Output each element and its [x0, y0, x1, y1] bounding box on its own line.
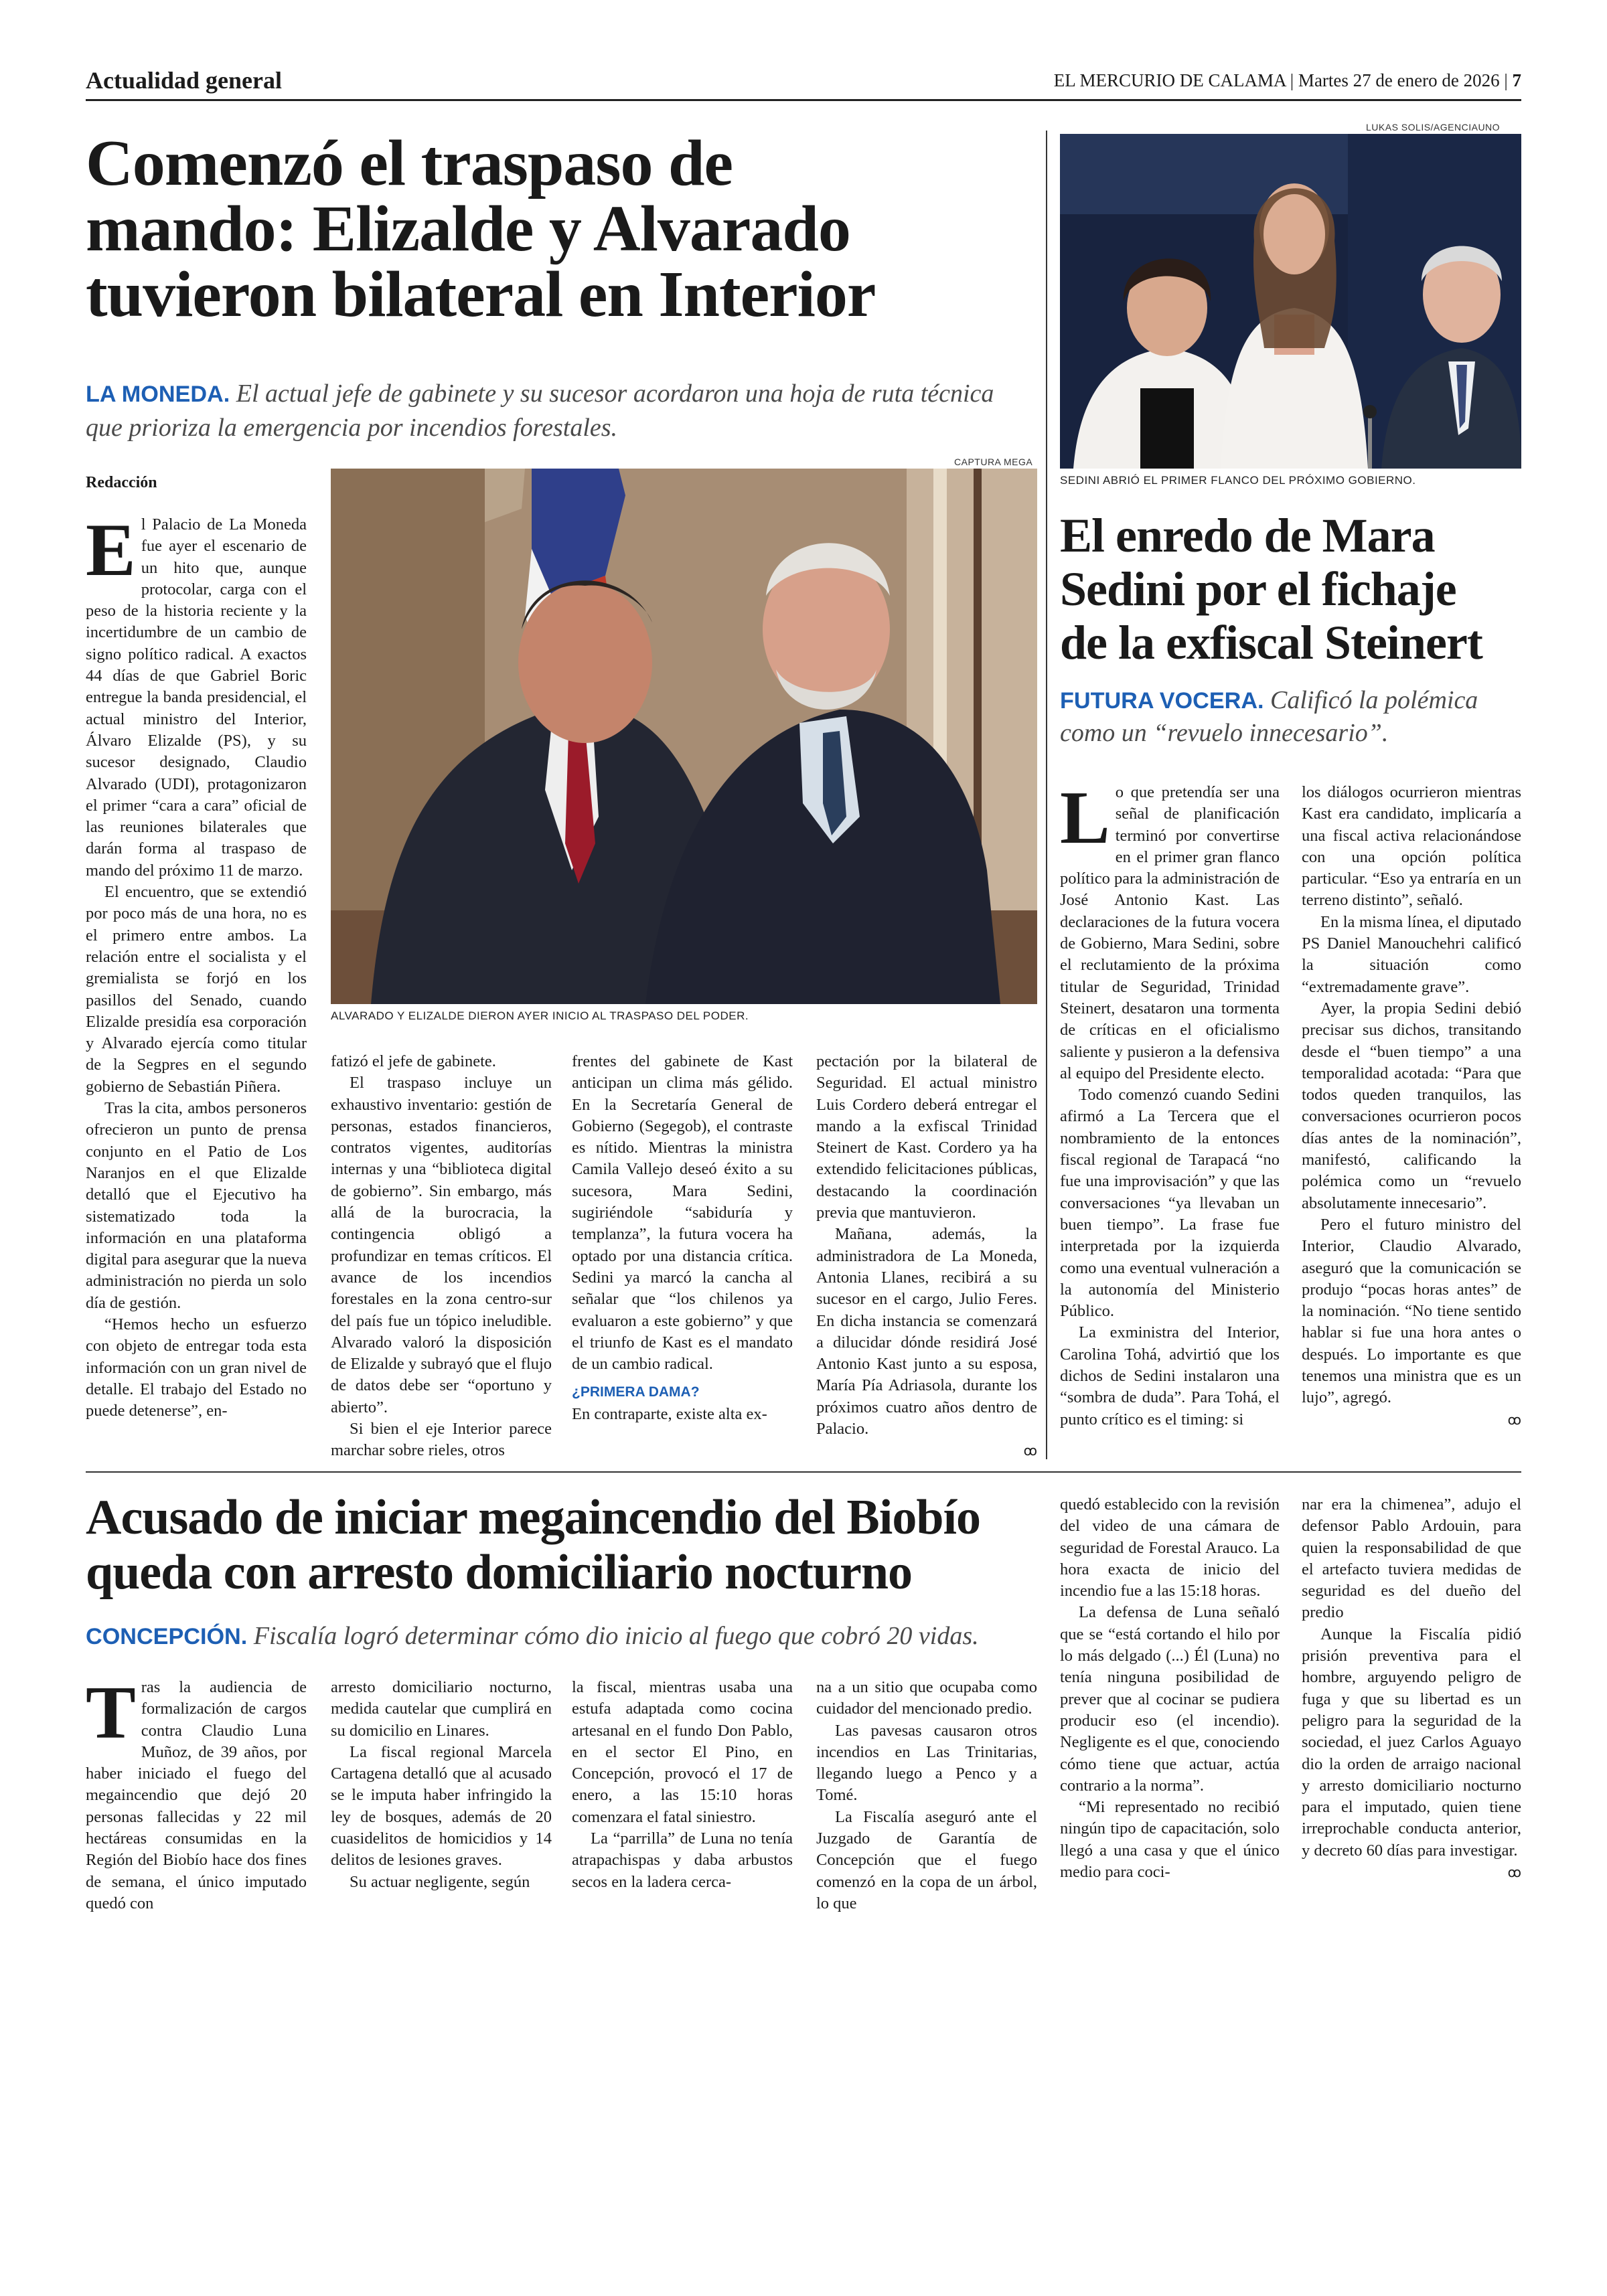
paragraph: Pero el futuro ministro del Interior, Claudio Alvarado, aseguró que la comunicación se produjo “pocas horas antes” de la nominación. “No tiene sentido hablar si fue una hora antes o después. Lo importante es que tenemos una ministra que es un lujo”, agregó.: [1302, 1215, 1521, 1407]
byline: Redacción: [86, 474, 157, 491]
paragraph: frentes del gabinete de Kast anticipan un clima más gélido. En la Secretaría General de Gobierno (Segegob), el contraste es nítido. Mientras la ministra Camila Vallejo deseó éxito a su sucesora, Mara Sedini, sugiriéndole “sabiduría y templanza”, la futura vocera ha optado por una distancia crítica. Sedini ya marcó la cancha al señalar que “los chilenos ya evaluaron a este gobierno” y que el triunfo de Kast es el mandato de un cambio radical.: [572, 1052, 793, 1374]
headline-line: El enredo de Mara: [1060, 509, 1435, 562]
paragraph: la fiscal, mientras usaba una estufa adaptada como cocina artesanal en el fundo Don Pablo, en el sector El Pino, en Concepción, provocó el 17 de enero, a las 15:10 horas comenzara el fatal siniestro.: [572, 1678, 793, 1826]
deck-kicker: LA MONEDA.: [86, 382, 230, 407]
paragraph: arresto domiciliario nocturno, medida cautelar que cumplirá en su domicilio en Linares.: [331, 1678, 552, 1740]
article3-headline: [86, 1490, 1043, 1600]
paragraph: En contraparte, existe alta ex-: [572, 1404, 767, 1423]
paragraph: El encuentro, que se extendió por poco más de una hora, no es el primero entre ambos. La relación entre el socialista y el gremialista se forjó en los pasillos del Senado, cuando Elizalde presidía esa corporación y Alvarado ejercía como titular de la Segpres en el segundo gobierno de Sebastián Piñera.: [86, 883, 307, 1096]
paragraph: La exministra del Interior, Carolina Tohá, advirtió que los dichos de Sedini instalaron una “sombra de duda”. Para Tohá, el punto crítico es el timing: si: [1060, 1323, 1280, 1428]
headline-line: de la exfiscal Steinert: [1060, 616, 1482, 669]
headline-line: queda con arresto domiciliario nocturno: [86, 1545, 913, 1600]
article1-headline: [86, 127, 876, 331]
paragraph: “Mi representado no recibió ningún tipo de capacitación, solo llegó a una casa y que el único medio para coci-: [1060, 1798, 1280, 1882]
paragraph: Las pavesas causaron otros incendios en Las Trinitarias, llegando luego a Penco y a Tomé.: [816, 1721, 1037, 1805]
paragraph: pectación por la bilateral de Seguridad. El actual ministro Luis Cordero deberá entregar el mando a la exfiscal Trinidad Steinert de Kast. Cordero ya ha extendido felicitaciones públicas, destacando la coordinación previa que mantuvieron.: [816, 1052, 1037, 1222]
paragraph: ras la audiencia de formalización de cargos contra Claudio Luna Muñoz, de 39 años, por haber iniciado el fuego del megaincendio que dejó 20 personas fallecidas y 22 mil hectáreas consumidas en la Región del Biobío hace dos fines de semana, el único imputado quedó con: [86, 1678, 307, 1912]
headline-line: mando: Elizalde y Alvarado: [86, 193, 850, 265]
bilateral-photo: [331, 469, 1037, 1004]
article3-column-3: [572, 1677, 793, 1893]
subheading: ¿PRIMERA DAMA?: [572, 1384, 700, 1400]
paragraph: l Palacio de La Moneda fue ayer el escenario de un hito que, aunque protocolar, carga con el peso de la historia reciente y la incertidumbre de un cambio de signo político radical. A exactos 44 días de que Gabriel Boric entregue la banda presidencial, el actual ministro del Interior, Álvaro Elizalde (PS), y su sucesor designado, Claudio Alvarado (UDI), protagonizaron el primer “cara a cara” oficial de las reuniones bilaterales que darán forma al traspaso de mando del próximo 11 de marzo.: [86, 515, 307, 880]
column-divider: [1046, 131, 1047, 1459]
article1-column-1: [86, 509, 307, 1422]
paragraph: Si bien el eje Interior parece marchar sobre rieles, otros: [331, 1420, 552, 1460]
paragraph: Todo comenzó cuando Sedini afirmó a La Tercera que el nombramiento de la entonces fiscal regional de Tarapacá “no fue una improvisación” y que las conversaciones “ya llevaban un buen tiempo”. La frase fue interpretada por la izquierda como una eventual vulneración a la autonomía del Ministerio Público.: [1060, 1086, 1280, 1321]
paragraph: quedó establecido con la revisión del video de una cámara de seguridad de Forestal Arauco. La hora exacta de inicio del incendio fue a las 15:18 horas.: [1060, 1495, 1280, 1601]
paragraph: los diálogos ocurrieron mientras Kast era candidato, implicaría a una fiscal activa relacionándose con una opción política particular. “Eso ya entraría en un terreno distinto”, señaló.: [1302, 783, 1521, 910]
photo-caption: SEDINI ABRIÓ EL PRIMER FLANCO DEL PRÓXIMO GOBIERNO.: [1060, 474, 1416, 487]
article3-column-1: [86, 1671, 307, 1914]
article3-column-2: [331, 1677, 552, 1893]
article2-deck: [1060, 684, 1488, 749]
article1-column-4: [816, 1051, 1037, 1462]
bilateral-photo-image: [331, 469, 1037, 1004]
section-divider: [86, 1471, 1521, 1473]
paragraph: Mañana, además, la administradora de La Moneda, Antonia Llanes, recibirá a su sucesor en el cargo, Julio Feres. En dicha instancia se comenzará a dilucidar dónde residirá José Antonio Kast junto a su esposa, María Pía Adriasola, durante los próximos cuatro años dentro de Palacio.: [816, 1225, 1037, 1439]
paragraph: nar era la chimenea”, adujo el defensor Pablo Ardouin, para quien la responsabilidad de que el artefacto tuviera medidas de seguridad es del dueño del predio: [1302, 1495, 1521, 1622]
article3-deck: [86, 1620, 1043, 1653]
deck-text: Calificó la polémica como un “revuelo innecesario”.: [1060, 686, 1478, 747]
paragraph: El traspaso incluye un exhaustivo inventario: gestión de personas, estados financieros, contratos vigentes, auditorías internas y una “biblioteca digital de gobierno”. Sin embargo, más allá de la burocracia, la contingencia obligó a profundizar en temas críticos. El avance de los incendios forestales en la zona centro-sur del país fue un tópico ineludible. Alvarado valoró la disposición de Elizalde y subrayó que el flujo de datos debe ser “oportuno y abierto”.: [331, 1074, 552, 1416]
paragraph: Su actuar negligente, según: [350, 1872, 530, 1891]
article1-column-3: [572, 1051, 793, 1425]
deck-kicker: FUTURA VOCERA.: [1060, 688, 1264, 714]
paragraph: Aunque la Fiscalía pidió prisión preventiva para el hombre, arguyendo peligro de fuga y que su libertad es un peligro para la seguridad de la sociedad, el juez Carlos Aguayo dio la orden de arraigo nacional y arresto domiciliario nocturno para el imputado, quien tiene irreprochable conducta anterior, y decreto 60 días para investigar.: [1302, 1625, 1521, 1860]
photo-caption: ALVARADO Y ELIZALDE DIERON AYER INICIO AL TRASPASO DEL PODER.: [331, 1009, 749, 1022]
article3-column-6: [1302, 1494, 1521, 1883]
section-name: Actualidad general: [86, 67, 282, 94]
article1-deck: [86, 377, 1010, 444]
page-number: 7: [1512, 70, 1521, 90]
paragraph: La defensa de Luna señaló que se “está cortando el hilo por lo más delgado (...) Él (Luna) no tenía ninguna posibilidad de prever que al cocinar se pudiera producir eso (el incendio). Negligente es el que, conociendo cómo tiene que actuar, actúa contrario a la norma”.: [1060, 1603, 1280, 1795]
drop-cap: L: [1060, 776, 1110, 859]
paragraph: Ayer, la propia Sedini debió precisar sus dichos, transitando desde el “buen tiempo” a una temporalidad acotada: “Para que todos queden tranquilos, las conversaciones ocurrieron pocos días antes de la nominación”, manifestó, calificando la polémica como un “revuelo absolutamente innecesario”.: [1302, 999, 1521, 1212]
article2-column-2: [1302, 782, 1521, 1430]
article1-column-2: [331, 1051, 552, 1462]
paragraph: Tras la cita, ambos personeros ofrecieron un punto de prensa conjunto en el Patio de Los Naranjos en el que Elizalde detalló que el Ejecutivo ha sistematizado toda la información en una plataforma digital para asegurar que la nueva administración no pierda un solo día de gestión.: [86, 1099, 307, 1312]
end-mark: ꝏ: [1507, 1411, 1521, 1428]
issue-date: | Martes 27 de enero de 2026 |: [1290, 70, 1508, 90]
paragraph: fatizó el jefe de gabinete.: [331, 1052, 496, 1070]
headline-line: Acusado de iniciar megaincendio del Biobío: [86, 1490, 981, 1545]
drop-cap: T: [86, 1671, 136, 1754]
headline-line: Sedini por el fichaje: [1060, 562, 1456, 616]
article2-headline: [1060, 509, 1482, 669]
photo-credit: LUKAS SOLIS/AGENCIAUNO: [1366, 122, 1501, 133]
paragraph: La Fiscalía aseguró ante el Juzgado de Garantía de Concepción que el fuego comenzó en la copa de un árbol, lo que: [816, 1807, 1037, 1912]
deck-text: Fiscalía logró determinar cómo dio inicio al fuego que cobró 20 vidas.: [253, 1622, 979, 1650]
paragraph: na a un sitio que ocupaba como cuidador del mencionado predio.: [816, 1678, 1037, 1718]
end-mark: ꝏ: [1507, 1864, 1521, 1881]
masthead-info: [1054, 67, 1521, 94]
paragraph: La “parrilla” de Luna no tenía atrapachispas y daba arbustos secos en la ladera cerca-: [572, 1829, 793, 1891]
paper-name: EL MERCURIO DE CALAMA: [1053, 70, 1286, 90]
paragraph: En la misma línea, el diputado PS Daniel Manouchehri calificó la situación como “extremadamente grave”.: [1302, 912, 1521, 996]
photo-credit: CAPTURA MEGA: [954, 457, 1033, 467]
headline-line: tuvieron bilateral en Interior: [86, 258, 876, 331]
paragraph: “Hemos hecho un esfuerzo con objeto de entregar toda esta información con un gran nivel de detalle. El trabajo del Estado no puede detenerse”, en-: [86, 1315, 307, 1420]
deck-kicker: CONCEPCIÓN.: [86, 1624, 248, 1649]
header-rule: [86, 99, 1521, 101]
sedini-photo: [1060, 134, 1521, 469]
headline-line: Comenzó el traspaso de: [86, 127, 733, 199]
drop-cap: E: [86, 509, 136, 592]
end-mark: ꝏ: [1023, 1443, 1037, 1459]
sedini-photo-image: [1060, 134, 1521, 469]
deck-text: El actual jefe de gabinete y su sucesor acordaron una hoja de ruta técnica que prioriza la emergencia por incendios forestales.: [86, 380, 994, 442]
article3-column-5: [1060, 1494, 1280, 1883]
paragraph: La fiscal regional Marcela Cartagena detalló que al acusado se le imputa haber infringido la ley de bosques, además de 20 cuasidelitos de homicidios y 14 delitos de lesiones graves.: [331, 1742, 552, 1870]
paragraph: o que pretendía ser una señal de planificación terminó por convertirse en el primer gran flanco político para la administración de José Antonio Kast. Las declaraciones de la futura vocera de Gobierno, Mara Sedini, sobre el reclutamiento de la próxima titular de Seguridad, Trinidad Steinert, desataron una tormenta de críticas en el oficialismo saliente y pusieron a la defensiva al equipo del Presidente electo.: [1060, 783, 1280, 1082]
article2-column-1: [1060, 776, 1280, 1430]
article3-column-4: [816, 1677, 1037, 1914]
